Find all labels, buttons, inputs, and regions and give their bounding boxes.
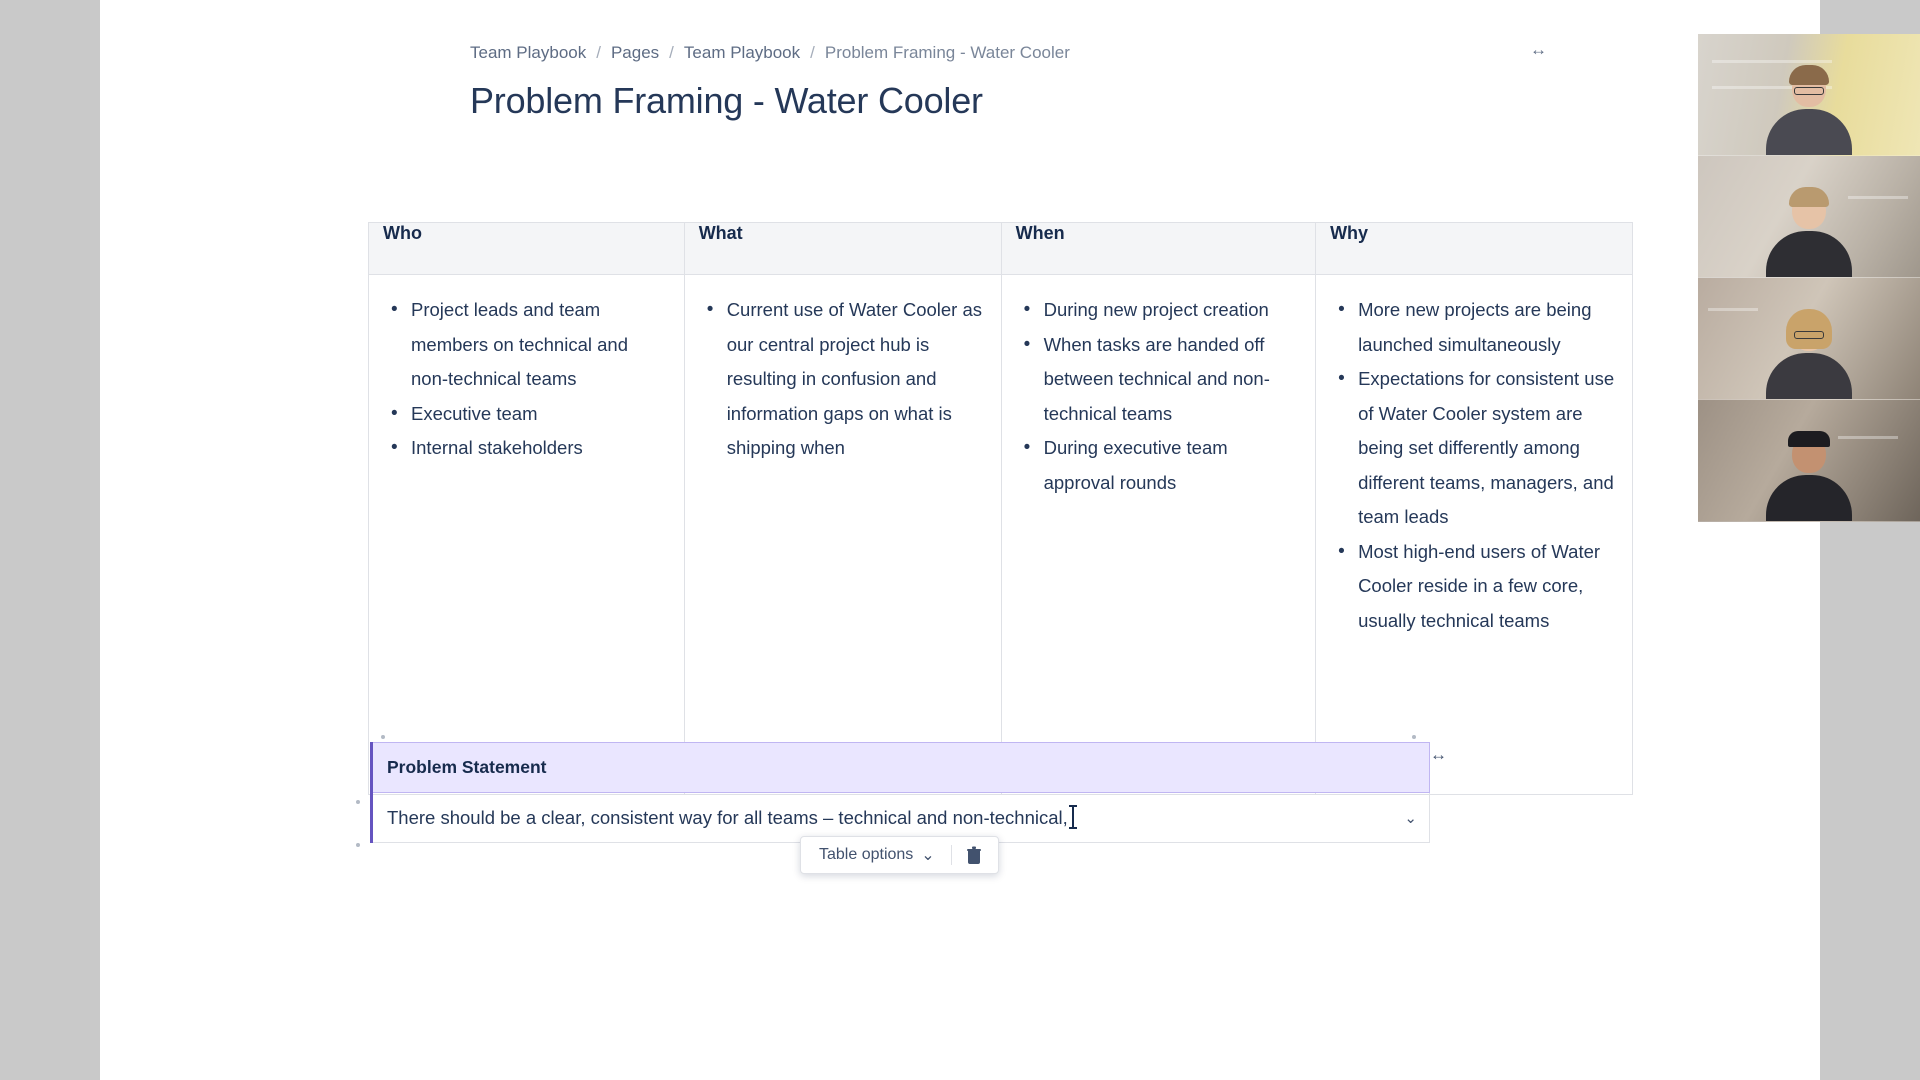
list-item: • During executive team approval rounds <box>1042 431 1301 500</box>
cell-problem-statement[interactable] <box>372 793 1430 843</box>
when-list <box>1016 293 1301 500</box>
video-tile-participant-1[interactable] <box>1698 34 1920 156</box>
table-row <box>369 275 1633 795</box>
video-tile-participant-4[interactable] <box>1698 400 1920 522</box>
breadcrumb-item-2[interactable]: Team Playbook <box>683 43 801 62</box>
table-row <box>372 793 1430 843</box>
what-list <box>699 293 987 466</box>
problem-statement-table <box>370 742 1430 843</box>
why-list <box>1330 293 1618 638</box>
breadcrumb-separator: / <box>810 43 815 62</box>
video-tile-participant-3[interactable] <box>1698 278 1920 400</box>
delete-table-button[interactable] <box>960 841 988 869</box>
table-resize-handle-icon[interactable]: ↔ <box>1530 40 1545 59</box>
problem-framing-table <box>368 222 1633 795</box>
table-header-row <box>369 223 1633 275</box>
video-call-panel <box>1698 34 1920 522</box>
list-item: • Executive team <box>409 397 670 432</box>
list-item: • During new project creation <box>1042 293 1301 328</box>
table-options-button[interactable] <box>811 841 943 869</box>
cell-when[interactable] <box>1001 275 1315 795</box>
avatar <box>1766 313 1852 399</box>
table-header-row <box>372 743 1430 793</box>
chevron-down-icon: ⌄ <box>921 847 935 864</box>
breadcrumb-item-1[interactable]: Pages <box>610 43 660 62</box>
column-header-who[interactable]: Who <box>369 223 685 275</box>
who-list <box>383 293 670 466</box>
column-header-why[interactable]: Why <box>1316 223 1633 275</box>
document-canvas <box>100 0 1720 1080</box>
cell-what[interactable] <box>684 275 1001 795</box>
breadcrumb <box>470 43 1070 63</box>
list-item: • Project leads and team members on technical and non-technical teams <box>409 293 670 397</box>
avatar <box>1766 69 1852 155</box>
cell-why[interactable] <box>1316 275 1633 795</box>
breadcrumb-item-0[interactable]: Team Playbook <box>470 43 587 62</box>
text-caret <box>1072 806 1073 828</box>
problem-statement-text: There should be a clear, consistent way for all teams – technical and non-technical, <box>387 807 1068 828</box>
table-resize-handle-icon-bottom[interactable]: ↔ <box>1430 745 1445 764</box>
list-item: • Expectations for consistent use of Water Cooler system are being set differently among different teams, managers, and team leads <box>1356 362 1618 535</box>
page-title: Problem Framing - Water Cooler <box>470 80 983 121</box>
cell-who[interactable] <box>369 275 685 795</box>
column-header-problem-statement[interactable]: Problem Statement <box>372 743 1430 793</box>
column-header-what[interactable]: What <box>684 223 1001 275</box>
list-item: • Most high-end users of Water Cooler reside in a few core, usually technical teams <box>1356 535 1618 639</box>
table-options-label: Table options <box>819 846 914 863</box>
list-item: • More new projects are being launched simultaneously <box>1356 293 1618 362</box>
list-item: • When tasks are handed off between technical and non-technical teams <box>1042 328 1301 432</box>
table-options-toolbar <box>800 836 999 874</box>
column-header-when[interactable]: When <box>1001 223 1315 275</box>
list-item: • Internal stakeholders <box>409 431 670 466</box>
toolbar-divider <box>951 845 952 865</box>
chevron-down-icon[interactable]: ⌄ <box>1404 809 1417 827</box>
breadcrumb-current: Problem Framing - Water Cooler <box>824 43 1070 62</box>
breadcrumb-separator: / <box>596 43 601 62</box>
browser-page <box>100 0 1820 1080</box>
trash-icon <box>966 846 982 864</box>
avatar <box>1766 191 1852 277</box>
avatar <box>1766 435 1852 521</box>
list-item: • Current use of Water Cooler as our central project hub is resulting in confusion and information gaps on what is shipping when <box>725 293 987 466</box>
video-tile-participant-2[interactable] <box>1698 156 1920 278</box>
breadcrumb-separator: / <box>669 43 674 62</box>
